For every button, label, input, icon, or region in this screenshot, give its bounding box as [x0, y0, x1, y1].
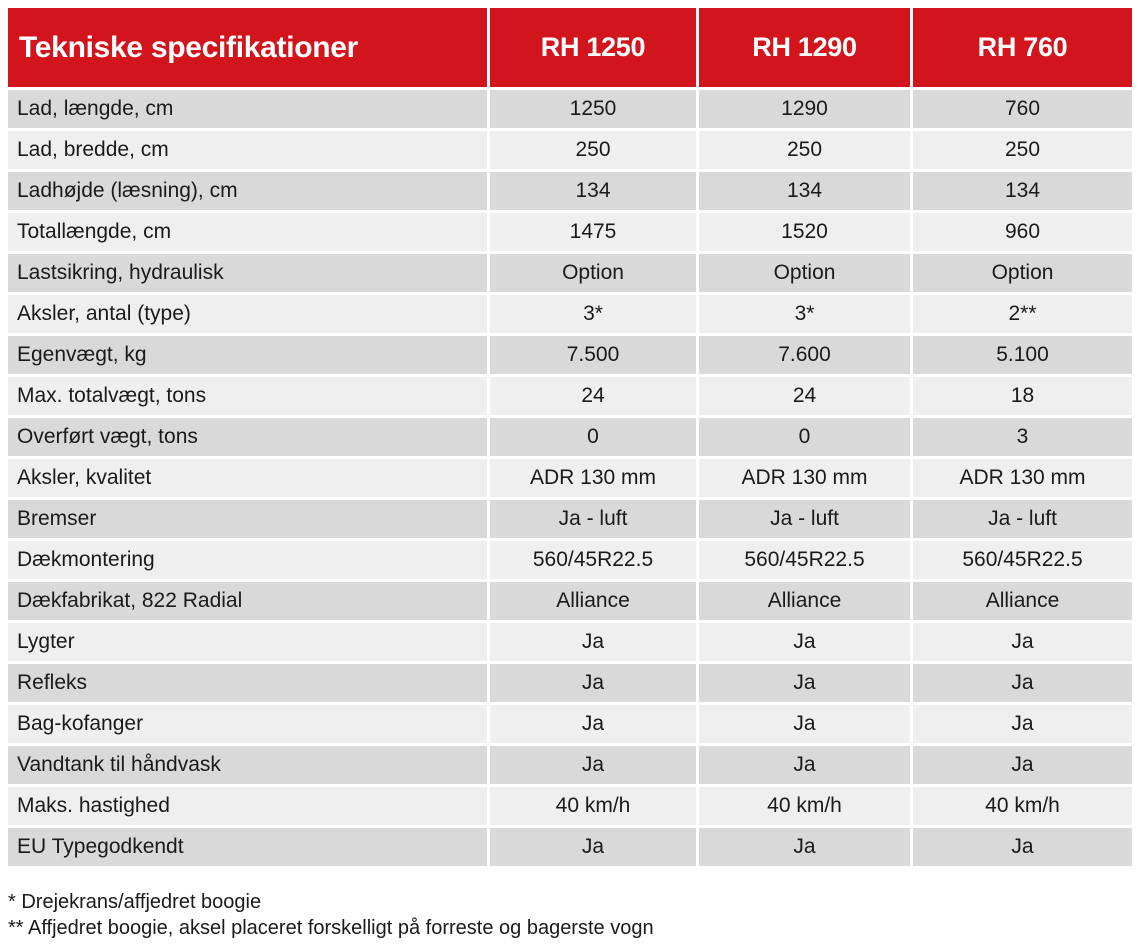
row-value: Ja	[699, 702, 913, 743]
row-label: Bag-kofanger	[8, 702, 490, 743]
row-value: Ja - luft	[490, 497, 699, 538]
row-value: ADR 130 mm	[913, 456, 1132, 497]
row-value: ADR 130 mm	[699, 456, 913, 497]
table-row	[8, 333, 1132, 374]
row-value: 7.500	[490, 333, 699, 374]
row-value: 760	[913, 87, 1132, 128]
row-value: 1250	[490, 87, 699, 128]
row-value: Ja - luft	[913, 497, 1132, 538]
row-value: 40 km/h	[699, 784, 913, 825]
footnotes	[8, 889, 654, 941]
row-value: 1475	[490, 210, 699, 251]
row-label: Maks. hastighed	[8, 784, 490, 825]
row-value: 134	[490, 169, 699, 210]
row-value: Ja	[490, 702, 699, 743]
table-row	[8, 210, 1132, 251]
row-value: Ja	[490, 825, 699, 866]
row-value: 0	[699, 415, 913, 456]
table-row	[8, 251, 1132, 292]
table-row	[8, 538, 1132, 579]
row-value: 3	[913, 415, 1132, 456]
row-value: 134	[699, 169, 913, 210]
row-label: Totallængde, cm	[8, 210, 490, 251]
row-value: Ja	[913, 620, 1132, 661]
table-header-row	[8, 8, 1132, 87]
row-value: Ja	[699, 661, 913, 702]
row-value: Ja	[699, 825, 913, 866]
row-value: Alliance	[699, 579, 913, 620]
row-label: EU Typegodkendt	[8, 825, 490, 866]
table-row	[8, 620, 1132, 661]
row-label: Bremser	[8, 497, 490, 538]
table-row	[8, 87, 1132, 128]
row-value: 18	[913, 374, 1132, 415]
row-label: Aksler, kvalitet	[8, 456, 490, 497]
row-value: 560/45R22.5	[490, 538, 699, 579]
row-label: Overført vægt, tons	[8, 415, 490, 456]
row-label: Dækmontering	[8, 538, 490, 579]
row-value: Ja	[913, 661, 1132, 702]
row-value: 134	[913, 169, 1132, 210]
row-label: Lastsikring, hydraulisk	[8, 251, 490, 292]
row-value: Alliance	[913, 579, 1132, 620]
row-value: 40 km/h	[490, 784, 699, 825]
row-label: Refleks	[8, 661, 490, 702]
footnote-double-asterisk: ** Affjedret boogie, aksel placeret forskelligt på forreste og bagerste vogn	[8, 917, 654, 939]
table-row	[8, 169, 1132, 210]
row-label: Dækfabrikat, 822 Radial	[8, 579, 490, 620]
table-row	[8, 579, 1132, 620]
table-row	[8, 661, 1132, 702]
row-value: 2**	[913, 292, 1132, 333]
row-value: Option	[699, 251, 913, 292]
model-header-rh-1250: RH 1250	[490, 8, 699, 87]
row-value: Ja	[490, 743, 699, 784]
row-label: Lygter	[8, 620, 490, 661]
table-row	[8, 825, 1132, 866]
row-value: Alliance	[490, 579, 699, 620]
row-value: 24	[699, 374, 913, 415]
row-label: Lad, længde, cm	[8, 87, 490, 128]
table-row	[8, 374, 1132, 415]
row-value: Ja	[913, 743, 1132, 784]
row-label: Egenvægt, kg	[8, 333, 490, 374]
table-row	[8, 128, 1132, 169]
row-value: Ja	[490, 620, 699, 661]
row-value: Ja	[490, 661, 699, 702]
row-value: Ja - luft	[699, 497, 913, 538]
row-value: Ja	[699, 620, 913, 661]
row-value: 40 km/h	[913, 784, 1132, 825]
model-header-rh-760: RH 760	[913, 8, 1132, 87]
row-value: Option	[913, 251, 1132, 292]
row-value: 3*	[699, 292, 913, 333]
row-value: 7.600	[699, 333, 913, 374]
specifications-table	[8, 8, 1132, 866]
footnote-single-asterisk: * Drejekrans/affjedret boogie	[8, 891, 262, 913]
row-label: Lad, bredde, cm	[8, 128, 490, 169]
row-label: Max. totalvægt, tons	[8, 374, 490, 415]
row-value: ADR 130 mm	[490, 456, 699, 497]
table-row	[8, 702, 1132, 743]
model-header-rh-1290: RH 1290	[699, 8, 913, 87]
row-value: 3*	[490, 292, 699, 333]
row-value: 1290	[699, 87, 913, 128]
row-label: Vandtank til håndvask	[8, 743, 490, 784]
row-value: Ja	[913, 825, 1132, 866]
row-value: 0	[490, 415, 699, 456]
table-row	[8, 784, 1132, 825]
row-value: 250	[913, 128, 1132, 169]
row-value: 560/45R22.5	[699, 538, 913, 579]
row-value: Ja	[913, 702, 1132, 743]
table-row	[8, 456, 1132, 497]
table-row	[8, 743, 1132, 784]
table-row	[8, 292, 1132, 333]
row-label: Ladhøjde (læsning), cm	[8, 169, 490, 210]
row-value: 1520	[699, 210, 913, 251]
row-value: 24	[490, 374, 699, 415]
row-label: Aksler, antal (type)	[8, 292, 490, 333]
table-row	[8, 415, 1132, 456]
table-body	[8, 87, 1132, 866]
row-value: 960	[913, 210, 1132, 251]
row-value: Ja	[699, 743, 913, 784]
table-title: Tekniske specifikationer	[8, 8, 490, 87]
row-value: 250	[699, 128, 913, 169]
row-value: 250	[490, 128, 699, 169]
row-value: 5.100	[913, 333, 1132, 374]
row-value: Option	[490, 251, 699, 292]
row-value: 560/45R22.5	[913, 538, 1132, 579]
table-row	[8, 497, 1132, 538]
